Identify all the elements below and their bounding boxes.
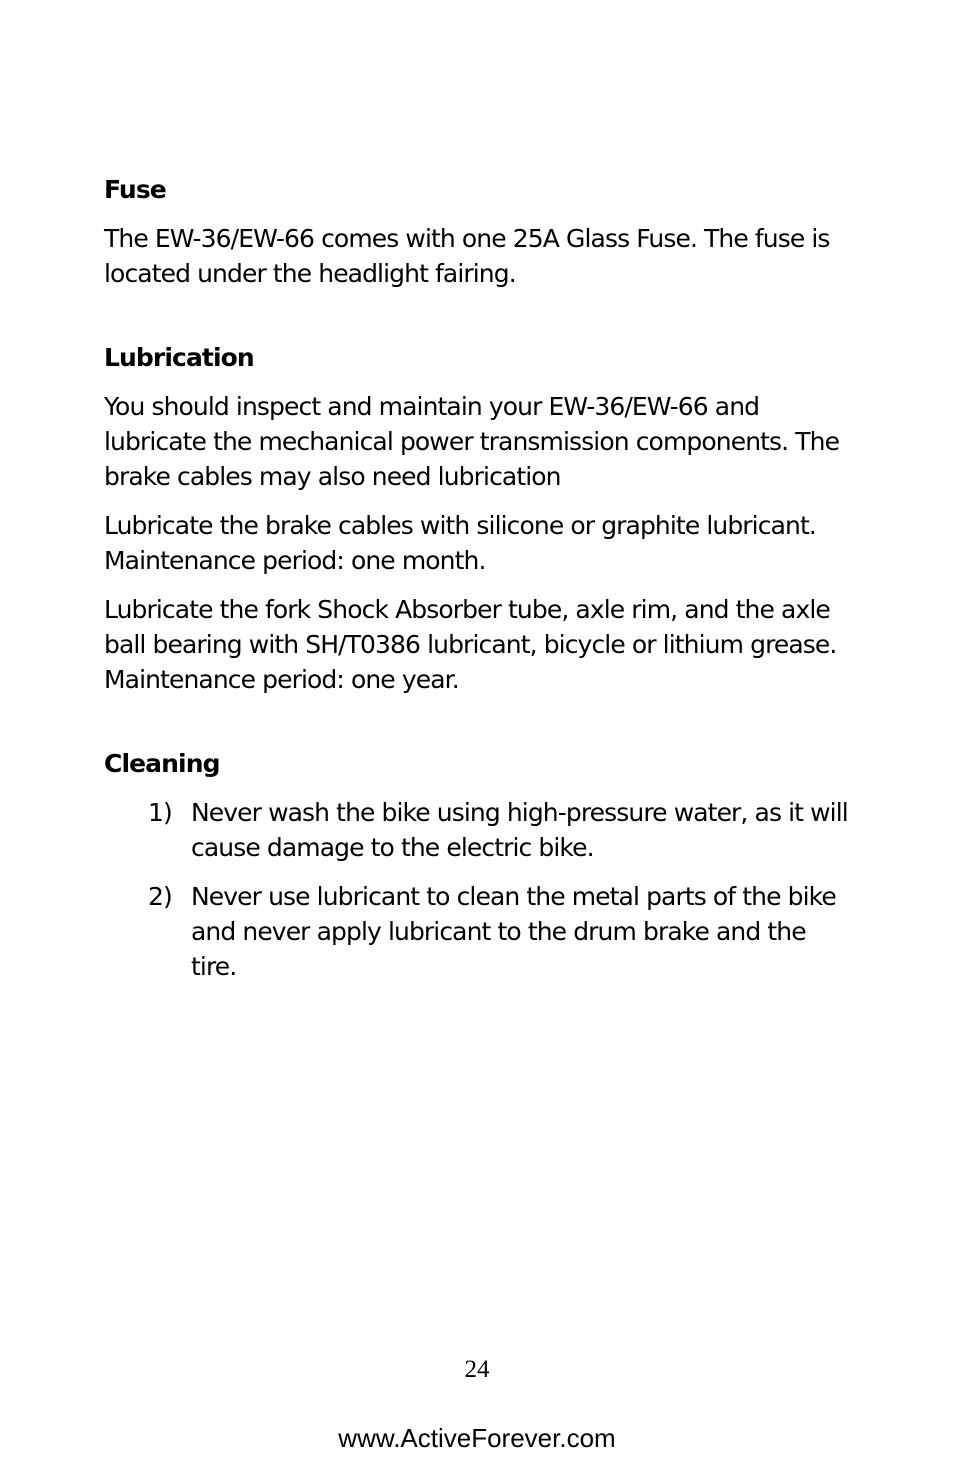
paragraph: Lubricate the fork Shock Absorber tube, axle rim, and the axle ball bearing with SH/T0386 lubricant, bicycle or lithium grease. Maintenance period: one year. <box>104 595 837 694</box>
paragraph: The EW-36/EW-66 comes with one 25A Glass Fuse. The fuse is located under the headlight fairing. <box>104 224 830 288</box>
section-heading: Cleaning <box>104 749 220 778</box>
list-item <box>104 879 854 984</box>
paragraph: Lubricate the brake cables with silicone or graphite lubricant. Maintenance period: one month. <box>104 511 816 575</box>
section-heading: Fuse <box>104 175 166 204</box>
list-item <box>104 795 854 865</box>
list-item-number: 2) <box>148 882 172 911</box>
footer-url: www.ActiveForever.com <box>338 1423 616 1453</box>
paragraph: You should inspect and maintain your EW-36/EW-66 and lubricate the mechanical power transmission components. The brake cables may also need lubrication <box>104 392 840 491</box>
section-fuse <box>104 172 854 291</box>
section-heading: Lubrication <box>104 343 254 372</box>
section-cleaning <box>104 746 854 984</box>
section-lubrication <box>104 340 854 697</box>
cleaning-list <box>104 795 854 984</box>
list-item-text: Never wash the bike using high-pressure water, as it will cause damage to the electric bike. <box>191 798 848 862</box>
page-number: 24 <box>464 1356 490 1383</box>
list-item-number: 1) <box>148 798 172 827</box>
page-content <box>104 172 854 998</box>
list-item-text: Never use lubricant to clean the metal parts of the bike and never apply lubricant to the drum brake and the tire. <box>191 882 836 981</box>
